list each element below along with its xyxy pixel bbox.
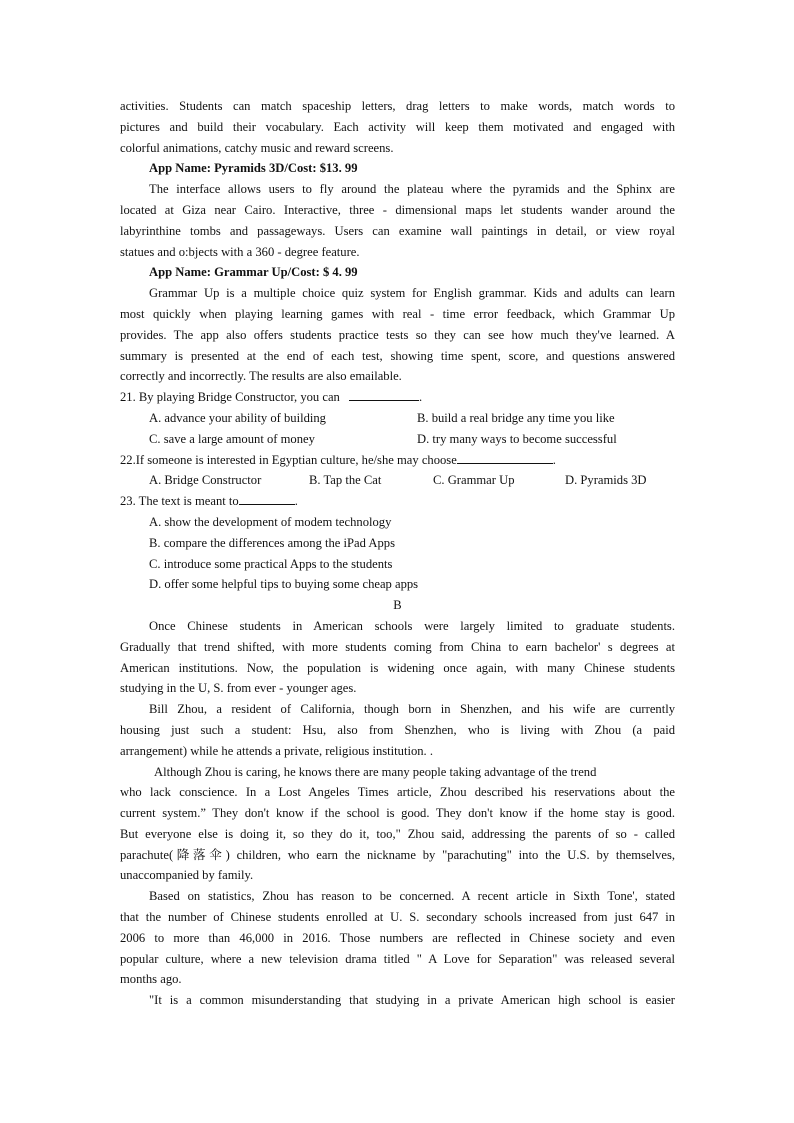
option-a: A. Bridge Constructor <box>149 473 262 488</box>
answer-blank <box>457 451 553 464</box>
text-line: months ago. <box>120 972 182 987</box>
section-label: B <box>393 598 402 613</box>
option-c: C. introduce some practical Apps to the students <box>149 556 393 571</box>
text-line: activities. Students can match spaceship letters, drag letters to make words, match words to <box>120 99 675 113</box>
text-line: housing just such a student: Hsu, also from Shenzhen, who is living with Zhou (a paid <box>120 722 675 737</box>
option-b: B. Tap the Cat <box>309 473 382 488</box>
text-line: studying in the U, S. from ever - younger ages. <box>120 681 357 696</box>
text-line: provides. The app also offers students practice tests so they can see how much they've learned. A <box>120 327 675 342</box>
option-c: C. save a large amount of money <box>149 431 315 446</box>
option-a: A. show the development of modem technology <box>149 514 392 529</box>
text-line: Although Zhou is caring, he knows there are many people taking advantage of the trend <box>154 764 597 779</box>
options-row <box>120 408 675 429</box>
text-line: that the number of Chinese students enrolled at U. S. secondary schools increased from just 647 in <box>120 910 675 925</box>
text-line: Based on statistics, Zhou has reason to be concerned. A recent article in Sixth Tone', stated <box>149 889 675 904</box>
text-line: most quickly when playing learning games with real - time error feedback, which Grammar Up <box>120 306 675 321</box>
text-line: current system.” They don't know if the school is good. They don't know if the home stay is good. <box>120 806 675 821</box>
question-stem <box>120 387 675 408</box>
text-line: statues and o:bjects with a 360 - degree feature. <box>120 244 360 259</box>
option-b: B. build a real bridge any time you like <box>417 410 615 425</box>
option-a: A. advance your ability of building <box>149 410 326 425</box>
option-b: B. compare the differences among the iPad Apps <box>149 535 395 550</box>
options-row <box>120 429 675 450</box>
app-heading-grammar: App Name: Grammar Up/Cost: $ 4. 99 <box>149 265 358 280</box>
text-line: parachute(降落伞) children, who earn the nickname by "parachuting" into the U.S. by themselves, <box>120 847 675 862</box>
question-21 <box>120 387 675 449</box>
text-line: popular culture, where a new television drama titled " A Love for Separation" was released several <box>120 951 675 966</box>
text-line: Gradually that trend shifted, with more students coming from China to earn bachelor' s degrees at <box>120 639 675 654</box>
text-line: colorful animations, catchy music and reward screens. <box>120 140 394 155</box>
text-line: But everyone else is doing it, so they do it, too," Zhou said, addressing the parents of so - called <box>120 826 675 841</box>
text-line: summary is presented at the end of each test, showing time spent, score, and questions answered <box>120 348 675 363</box>
exam-page <box>120 96 675 1011</box>
question-end: . <box>294 494 298 509</box>
text-line: "It is a common misunderstanding that studying in a private American high school is easier <box>149 993 675 1008</box>
text-line: American institutions. Now, the population is widening once again, with many Chinese students <box>120 660 675 675</box>
text-line: located at Giza near Cairo. Interactive, three - dimensional maps let students wander around the <box>120 202 675 217</box>
text-line: 2006 to more than 46,000 in 2016. Those numbers are reflected in Chinese society and even <box>120 930 675 945</box>
option-d: D. Pyramids 3D <box>565 473 647 488</box>
text-line: Bill Zhou, a resident of California, though born in Shenzhen, and his wife are currently <box>149 702 675 717</box>
options-row <box>120 470 675 491</box>
text-line: correctly and incorrectly. The results are also emailable. <box>120 369 402 384</box>
option-d: D. try many ways to become successful <box>417 431 617 446</box>
question-stem <box>120 450 675 471</box>
question-23 <box>120 491 675 595</box>
text-line: The interface allows users to fly around the plateau where the pyramids and the Sphinx are <box>149 182 675 197</box>
answer-blank <box>239 492 295 505</box>
question-stem <box>120 491 675 512</box>
question-end: . <box>552 452 556 467</box>
text-line: who lack conscience. In a Lost Angeles Times article, Zhou described his reservations about the <box>120 785 675 800</box>
app-heading-pyramids: App Name: Pyramids 3D/Cost: $13. 99 <box>149 161 358 176</box>
option-c: C. Grammar Up <box>433 473 515 488</box>
text-line: Grammar Up is a multiple choice quiz system for English grammar. Kids and adults can learn <box>149 286 675 301</box>
question-text: 22.If someone is interested in Egyptian culture, he/she may choose <box>120 452 457 467</box>
text-line: unaccompanied by family. <box>120 868 254 883</box>
passage-a <box>120 96 675 387</box>
text-line: labyrinthine tombs and passageways. Users can examine wall paintings in detail, or view royal <box>120 223 675 238</box>
question-text: 21. By playing Bridge Constructor, you can <box>120 390 340 405</box>
text-line: pictures and build their vocabulary. Each activity will keep them motivated and engaged with <box>120 119 675 134</box>
question-text: 23. The text is meant to <box>120 494 239 509</box>
answer-blank <box>349 388 419 401</box>
passage-b <box>120 616 675 1011</box>
text-line: arrangement) while he attends a private, religious institution. . <box>120 743 434 758</box>
option-d: D. offer some helpful tips to buying some cheap apps <box>149 577 419 592</box>
question-22 <box>120 450 675 492</box>
text-line: Once Chinese students in American schools were largely limited to graduate students. <box>149 618 675 633</box>
question-end: . <box>419 390 423 405</box>
